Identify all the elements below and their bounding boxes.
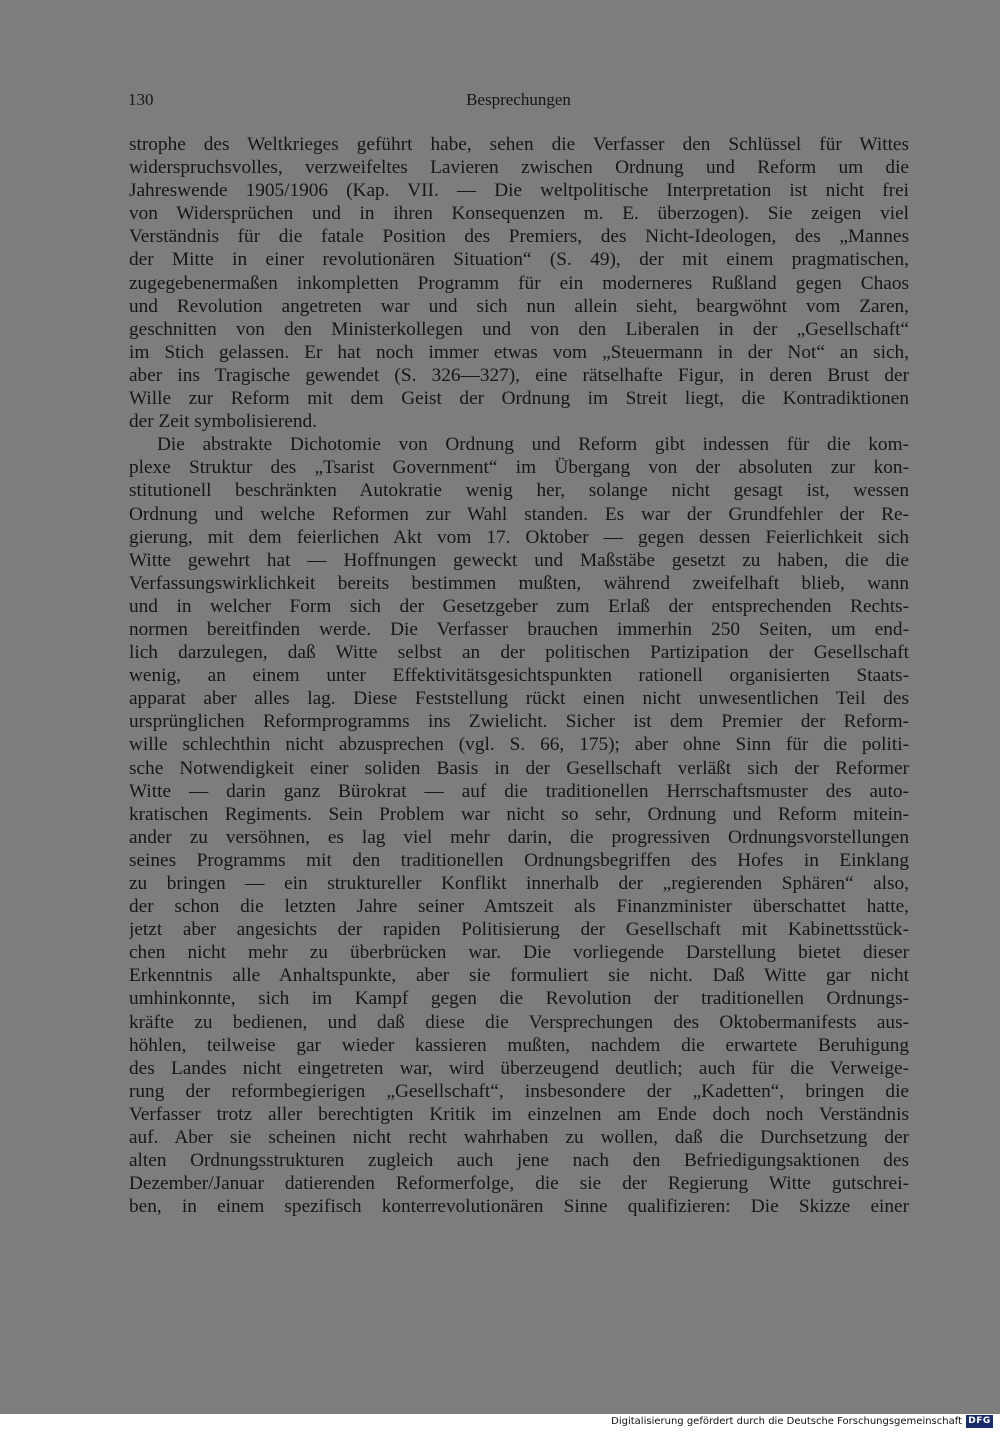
- text-line: zugegebenermaßen inkompletten Programm für ein moderneres Rußland gegen Chaos: [129, 272, 909, 294]
- page-header: [128, 90, 909, 114]
- text-line: strophe des Weltkrieges geführt habe, sehen die Verfasser den Schlüssel für Wittes: [129, 134, 909, 155]
- text-line: zu bringen — ein struktureller Konflikt innerhalb der „regierenden Sphären“ also,: [129, 873, 909, 894]
- text-line: gierung, mit dem feierlichen Akt vom 17. Oktober — gegen dessen Feierlichkeit sich: [129, 526, 909, 548]
- text-line: ursprünglichen Reformprogramms ins Zwielicht. Sicher ist dem Premier der Reform-: [129, 711, 909, 733]
- text-line: aber ins Tragische gewendet (S. 326—327), eine rätselhafte Figur, in deren Brust der: [129, 364, 909, 386]
- text-line: des Landes nicht eingetreten war, wird überzeugend deutlich; auch für die Verweige-: [129, 1057, 909, 1079]
- text-line: auf. Aber sie scheinen nicht recht wahrhaben zu wollen, daß die Durchsetzung der: [129, 1127, 909, 1149]
- digitization-footer: [0, 1414, 1000, 1431]
- text-line: der Zeit symbolisierend.: [129, 411, 317, 433]
- text-line: chen nicht mehr zu überbrücken war. Die vorliegende Darstellung bietet dieser: [129, 942, 909, 964]
- body-text: [129, 133, 909, 1218]
- text-line: umhinkonnte, sich im Kampf gegen die Revolution der traditionellen Ordnungs-: [129, 988, 909, 1010]
- text-line: Jahreswende 1905/1906 (Kap. VII. — Die weltpolitische Interpretation ist nicht frei: [129, 180, 909, 202]
- text-line: normen bereitfinden werde. Die Verfasser brauchen immerhin 250 Seiten, um end-: [129, 618, 909, 640]
- text-line: und in welcher Form sich der Gesetzgeber zum Erlaß der entsprechenden Rechts-: [129, 595, 909, 617]
- text-line: ander zu versöhnen, es lag viel mehr darin, die progressiven Ordnungsvorstellungen: [129, 826, 909, 848]
- text-line: rung der reformbegierigen „Gesellschaft“, insbesondere der „Kadetten“, bringen die: [129, 1080, 909, 1102]
- text-line: Wille zur Reform mit dem Geist der Ordnung im Streit liegt, die Kontradiktionen: [129, 388, 909, 410]
- text-line: widerspruchsvolles, verzweifeltes Lavieren zwischen Ordnung und Reform um die: [129, 157, 909, 179]
- page-number: 130: [128, 90, 154, 109]
- text-line: jetzt aber angesichts der rapiden Politisierung der Gesellschaft mit Kabinettsstück-: [129, 919, 909, 941]
- text-line: Verfasser trotz aller berechtigten Kritik im einzelnen am Ende doch noch Verständnis: [129, 1103, 909, 1125]
- text-line: lich darzulegen, daß Witte selbst an der politischen Partizipation der Gesellschaft: [129, 642, 909, 664]
- text-line: seines Programms mit den traditionellen Ordnungsbegriffen des Hofes in Einklang: [129, 849, 909, 871]
- text-line: Witte gewehrt hat — Hoffnungen geweckt und Maßstäbe gesetzt zu haben, die die: [129, 549, 909, 571]
- text-line: von Widersprüchen und in ihren Konsequenzen m. E. überzogen). Sie zeigen viel: [129, 203, 909, 225]
- text-line: plexe Struktur des „Tsarist Government“ im Übergang von der absoluten zur kon-: [129, 457, 909, 479]
- digitization-credit: Digitalisierung gefördert durch die Deutsche Forschungsgemeinschaft: [611, 1416, 962, 1427]
- dfg-logo: DFG: [966, 1415, 993, 1428]
- text-line: und Revolution angetreten war und sich nun allein sieht, beargwöhnt vom Zaren,: [129, 295, 909, 317]
- text-line: Verständnis für die fatale Position des Premiers, des Nicht-Ideologen, des „Mannes: [129, 226, 909, 248]
- text-line: Verfassungswirklichkeit bereits bestimmen mußten, während zweifelhaft blieb, wann: [129, 572, 909, 594]
- text-line: Dezember/Januar datierenden Reformerfolge, die sie der Regierung Witte gutschrei-: [129, 1173, 909, 1195]
- text-line: wenig, an einem unter Effektivitätsgesichtspunkten rationell organisierten Staats-: [129, 665, 909, 687]
- text-line: geschnitten von den Ministerkollegen und von den Liberalen in der „Gesellschaft“: [129, 318, 909, 340]
- text-line: alten Ordnungsstrukturen zugleich auch jene nach den Befriedigungsaktionen des: [129, 1150, 909, 1172]
- text-line: Ordnung und welche Reformen zur Wahl standen. Es war der Grundfehler der Re-: [129, 503, 909, 525]
- text-line: stitutionell beschränkten Autokratie wenig her, solange nicht gesagt ist, wessen: [129, 480, 909, 502]
- text-line: Erkenntnis alle Anhaltspunkte, aber sie formuliert sie nicht. Daß Witte gar nicht: [129, 965, 909, 987]
- text-line: Witte — darin ganz Bürokrat — auf die traditionellen Herrschaftsmuster des auto-: [129, 780, 909, 802]
- text-line: apparat aber alles lag. Diese Feststellung rückt einen nicht unwesentlichen Teil des: [129, 688, 909, 710]
- text-line: wille schlechthin nicht abzusprechen (vgl. S. 66, 175); aber ohne Sinn für die politi-: [129, 734, 909, 756]
- text-line: höhlen, teilweise gar wieder kassieren mußten, nachdem die erwartete Beruhigung: [129, 1034, 909, 1056]
- text-line: ben, in einem spezifisch konterrevolutionären Sinne qualifizieren: Die Skizze einer: [129, 1196, 909, 1218]
- running-head: Besprechungen: [466, 90, 571, 109]
- text-line: im Stich gelassen. Er hat noch immer etwas vom „Steuermann in der Not“ an sich,: [129, 341, 909, 363]
- text-line: kratischen Regiments. Sein Problem war nicht so sehr, Ordnung und Reform mitein-: [129, 803, 909, 825]
- text-line: sche Notwendigkeit einer soliden Basis in der Gesellschaft verläßt sich der Reformer: [129, 757, 909, 779]
- paragraph-first-line: Die abstrakte Dichotomie von Ordnung und Reform gibt indessen für die kom-: [157, 434, 909, 456]
- text-line: der schon die letzten Jahre seiner Amtszeit als Finanzminister überschattet hatte,: [129, 896, 909, 918]
- text-line: kräfte zu bedienen, und daß diese die Versprechungen des Oktobermanifests aus-: [129, 1011, 909, 1033]
- text-line: der Mitte in einer revolutionären Situation“ (S. 49), der mit einem pragmatischen,: [129, 249, 909, 271]
